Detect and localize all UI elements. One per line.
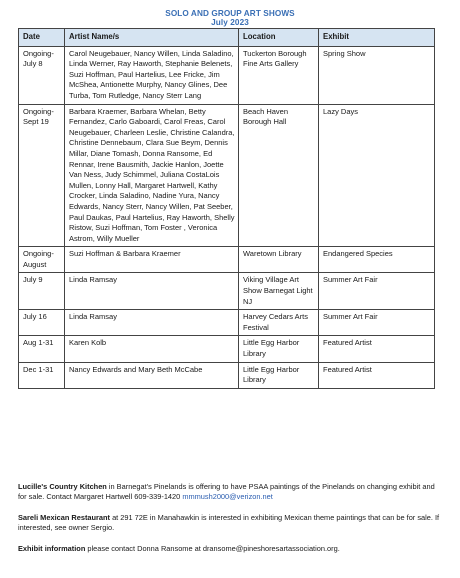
page-subtitle: July 2023 <box>211 18 249 27</box>
table-row <box>19 273 435 310</box>
note-sareli-mexican-restaurant <box>18 513 444 534</box>
note-lead: Sareli Mexican Restaurant <box>18 512 111 522</box>
cell-artists: Linda Ramsay <box>65 310 239 336</box>
table-row <box>19 310 435 336</box>
note-lucilles-country-kitchen <box>18 482 444 503</box>
table-row <box>19 46 435 104</box>
cell-artists: Nancy Edwards and Mary Beth McCabe <box>65 362 239 388</box>
note-exhibit-information <box>18 544 444 554</box>
cell-location: Little Egg Harbor Library <box>239 362 319 388</box>
cell-date: July 16 <box>19 310 65 336</box>
cell-location: Harvey Cedars Arts Festival <box>239 310 319 336</box>
note-text: at 291 72E in Manahawkin is interested in exhibiting Mexican theme paintings that can be for sale. If interested, see owner Sergio. <box>18 512 440 533</box>
column-header-date: Date <box>19 29 65 47</box>
column-header-artists: Artist Name/s <box>65 29 239 47</box>
cell-location: Little Egg Harbor Library <box>239 336 319 362</box>
cell-location: Waretown Library <box>239 247 319 273</box>
column-header-location: Location <box>239 29 319 47</box>
cell-date: Dec 1-31 <box>19 362 65 388</box>
table-row <box>19 247 435 273</box>
cell-date: Aug 1-31 <box>19 336 65 362</box>
cell-artists: Suzi Hoffman & Barbara Kraemer <box>65 247 239 273</box>
table-row <box>19 336 435 362</box>
cell-exhibit: Featured Artist <box>319 362 435 388</box>
cell-artists: Linda Ramsay <box>65 273 239 310</box>
table-row <box>19 104 435 247</box>
email-link[interactable]: mmmush2000@verizon.net <box>182 492 273 502</box>
cell-date: Ongoing-Sept 19 <box>19 104 65 247</box>
note-text: please contact Donna Ransome at dransome@pineshoresartassociation.org. <box>85 543 340 553</box>
cell-exhibit: Featured Artist <box>319 336 435 362</box>
notes-section <box>18 482 444 564</box>
cell-location: Viking Village Art Show Barnegat Light NJ <box>239 273 319 310</box>
cell-artists: Karen Kolb <box>65 336 239 362</box>
cell-exhibit: Endangered Species <box>319 247 435 273</box>
table-header-row <box>19 29 435 47</box>
page-title: SOLO AND GROUP ART SHOWS <box>165 9 295 18</box>
cell-artists: Carol Neugebauer, Nancy Willen, Linda Saladino, Linda Werner, Ray Haworth, Stephanie Belenets, Suzi Hoffman, Paul Hartelius, Lee Fricke, Jim McShea, Antionette Murphy, Nancy Glines, Dee Turba, Tom Rutledge, Nancy Sterr Lang <box>65 46 239 104</box>
cell-exhibit: Lazy Days <box>319 104 435 247</box>
cell-artists: Barbara Kraemer, Barbara Whelan, Betty Fernandez, Carlo Gaboardi, Carol Freas, Carol Neugebauer, Charleen Leslie, Christine Calandra, Christine Dennebaum, Clara Sue Beym, Dennis Millar, Diane Tomash, Donna Ransome, Ed Rennar, Irene Bausmith, Jackie Hanlon, Joette Van Ness, Judy Schimmel, Juliana CostaLois Mullen, Lonny Hall, Margaret Hartwell, Kathy Crocker, Linda Saladino, Nadine Yura, Nancy Edwards, Nancy Sterr, Nancy Willen, Pat Seeber, Paul Daukas, Paul Hartelius, Ray Haworth, Shelly Ristow, Suzi Hoffman, Tom Foster , Veronica Astrom, Willy Mueller <box>65 104 239 247</box>
art-shows-table <box>18 28 435 389</box>
cell-exhibit: Spring Show <box>319 46 435 104</box>
cell-date: July 9 <box>19 273 65 310</box>
note-lead: Exhibit information <box>18 543 86 553</box>
cell-date: Ongoing-August <box>19 247 65 273</box>
note-lead: Lucille's Country Kitchen <box>18 482 107 491</box>
cell-exhibit: Summer Art Fair <box>319 273 435 310</box>
cell-location: Tuckerton Borough Fine Arts Gallery <box>239 46 319 104</box>
cell-date: Ongoing-July 8 <box>19 46 65 104</box>
cell-location: Beach Haven Borough Hall <box>239 104 319 247</box>
column-header-exhibit: Exhibit <box>319 29 435 47</box>
cell-exhibit: Summer Art Fair <box>319 310 435 336</box>
note-text: in Barnegat's Pinelands is offering to have PSAA paintings of the Pinelands on changing exhibit and for sale. Contact Margaret Hartwell 609-339-1420 <box>18 482 435 502</box>
table-row <box>19 362 435 388</box>
